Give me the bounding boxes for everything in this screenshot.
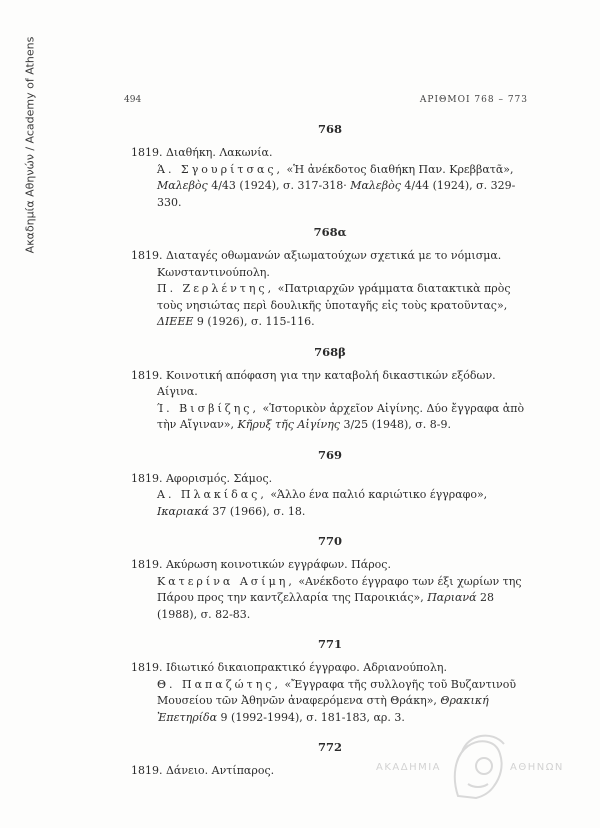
citation-title: «Ἱστορικὸν ἀρχεῖον Αἰγίνης. Δύο ἔγγραφα ἀπὸ τὴν Αἴγιναν», — [157, 401, 525, 431]
citation-title: «Ἡ ἀνέκδοτος διαθήκη Παν. Κρεββατᾶ», — [283, 162, 514, 176]
page-body — [131, 122, 529, 794]
entry-769 — [131, 471, 529, 521]
section-number-768a: 768α — [313, 225, 347, 239]
entry-citation — [131, 487, 529, 520]
watermark-right-text: ΑΘΗΝΩΝ — [510, 762, 564, 773]
citation-journal: Κῆρυξ τῆς Αἰγίνης — [237, 418, 340, 431]
citation-journal: Ικαριακά — [157, 504, 209, 518]
citation-title: «Πατριαρχῶν γράμματα διατακτικὰ πρὸς τοὺς νησιώτας περὶ δουλικῆς ὑποταγῆς εἰς τοὺς κρατοῦντας», — [157, 282, 511, 312]
section-number-771: 771 — [317, 637, 342, 651]
academy-watermark — [372, 726, 572, 806]
entry-771 — [131, 660, 529, 726]
citation-author: Ί. Βισβίζης, — [157, 401, 259, 415]
entry-heading: 1819. Ιδιωτικό δικαιοπρακτικό έγγραφο. Αδριανούπολη. — [131, 661, 447, 674]
academy-side-label: Ακαδημία Αθηνών / Academy of Athens — [23, 36, 37, 254]
citation-title: «Ανέκδοτο έγγραφο των έξι χωρίων της Πάρου προς την καντζελλαρία της Παροικιάς», — [157, 574, 522, 604]
section-number-770: 770 — [317, 534, 342, 548]
entry-heading: 1819. Ακύρωση κοινοτικών εγγράφων. Πάρος. — [131, 558, 391, 571]
entry-citation — [131, 677, 529, 727]
citation-details: 9 (1926), σ. 115-116. — [193, 315, 315, 328]
citation-details: 3/25 (1948), σ. 8-9. — [339, 418, 451, 431]
entry-heading: 1819. Αφορισμός. Σάμος. — [131, 471, 273, 485]
entry-768a — [131, 248, 529, 331]
section-number-772: 772 — [317, 740, 342, 754]
running-head: ΑΡΙΘΜΟΙ 768 – 773 — [419, 95, 528, 105]
watermark-left-text: ΑΚΑΔΗΜΙΑ — [376, 762, 442, 773]
citation-author: Π. Ζερλέντης, — [157, 282, 275, 295]
section-number-768b: 768β — [314, 344, 346, 359]
entry-citation — [131, 281, 529, 331]
entry-768b — [131, 368, 529, 434]
citation-details: 4/44 (1924), σ. 329-330. — [157, 179, 516, 209]
citation-title: «Ἔγγραφα τῆς συλλογῆς τοῦ Βυζαντινοῦ Μουσείου τῶν Ἀθηνῶν ἀναφερόμενα στὴ Θράκη», — [157, 677, 517, 707]
citation-author: Ά. Σγουρίτσας, — [157, 162, 284, 176]
entry-heading: 1819. Δάνειο. Αντίπαρος. — [131, 764, 275, 777]
entry-heading: 1819. Διαταγές οθωμανών αξιωματούχων σχετικά με το νόμισμα. Κωνσταντινούπολη. — [131, 249, 502, 279]
entry-770 — [131, 557, 529, 623]
entry-heading: 1819. Διαθήκη. Λακωνία. — [131, 146, 273, 159]
entry-citation — [131, 574, 529, 624]
entry-heading: 1819. Κοινοτική απόφαση για την καταβολή δικαστικών εξόδων. Αίγινα. — [131, 368, 496, 398]
citation-details: 37 (1966), σ. 18. — [208, 504, 306, 518]
page-number: 494 — [124, 95, 142, 105]
citation-journal: Θρακική Ἐπετηρίδα — [157, 694, 489, 724]
entry-citation — [131, 401, 529, 434]
citation-title: «Άλλο ένα παλιό καριώτικο έγγραφο», — [266, 488, 488, 501]
section-number-768: 768 — [317, 122, 342, 136]
citation-details: 4/43 (1924), σ. 317-318· — [207, 179, 351, 192]
citation-author: Α. Πλακίδας, — [157, 488, 267, 501]
entry-citation — [131, 162, 529, 212]
helmet-head-icon — [455, 736, 504, 798]
citation-journal: Μαλεβὸς — [350, 179, 401, 192]
citation-author: Θ. Παπαζώτης, — [157, 677, 281, 691]
citation-author: Κατερίνα Ασίμη, — [157, 574, 295, 588]
entry-768 — [131, 145, 529, 211]
citation-journal: ΔΙΕΕΕ — [157, 315, 194, 328]
citation-journal: Παριανά — [427, 591, 477, 604]
section-number-769: 769 — [317, 447, 342, 462]
citation-journal: Μαλεβὸς — [157, 179, 208, 192]
citation-details: 28 (1988), σ. 82-83. — [157, 591, 495, 621]
citation-details: 9 (1992-1994), σ. 181-183, αρ. 3. — [217, 710, 405, 724]
